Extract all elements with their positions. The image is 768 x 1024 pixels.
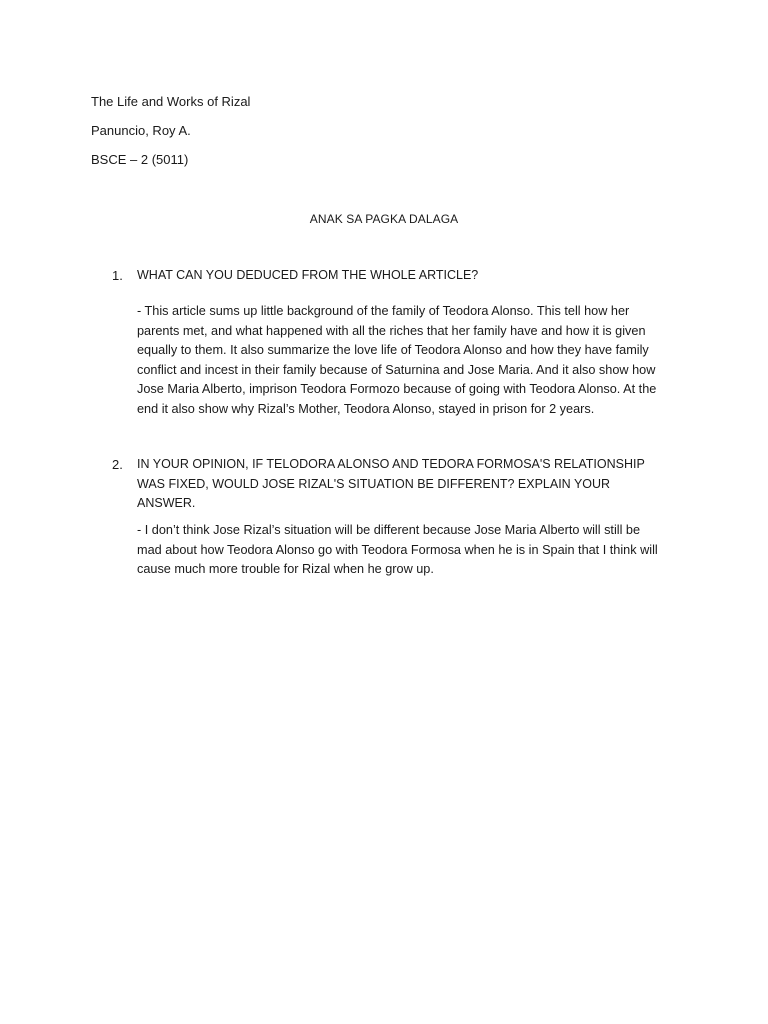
question-number: 1. — [112, 268, 123, 283]
answer-text: - I don’t think Jose Rizal’s situation will be different because Jose Maria Alberto will still be mad about how Teodora Alonso go with Teodora Formosa when he is in Spain that I think will cause much more trouble for Rizal when he grow up. — [137, 523, 658, 577]
question-text: WHAT CAN YOU DEDUCED FROM THE WHOLE ARTICLE? — [137, 268, 479, 282]
student-name: Panuncio, Roy A. — [91, 123, 191, 138]
document-title: ANAK SA PAGKA DALAGA — [309, 212, 459, 226]
section-label: BSCE – 2 (5011) — [91, 152, 189, 167]
question-number: 2. — [112, 457, 123, 472]
answer-text: - This article sums up little background of the family of Teodora Alonso. This tell how her parents met, and what happened with all the riches that her family have and how it is given equally to them. It also summarize the love life of Teodora Alonso and how they have family conflict and incest in their family because of Saturnina and Jose Maria. And it also show how Jose Maria Alberto, imprison Teodora Formozo because of going with Teodora Alonso. At the end it also show why Rizal’s Mother, Teodora Alonso, stayed in prison for 2 years. — [137, 304, 657, 416]
course-title: The Life and Works of Rizal — [91, 94, 251, 109]
question-text: IN YOUR OPINION, IF TELODORA ALONSO AND TEDORA FORMOSA'S RELATIONSHIP WAS FIXED, WOULD JOSE RIZAL'S SITUATION BE DIFFERENT? EXPLAIN YOUR ANSWER. — [137, 457, 645, 510]
